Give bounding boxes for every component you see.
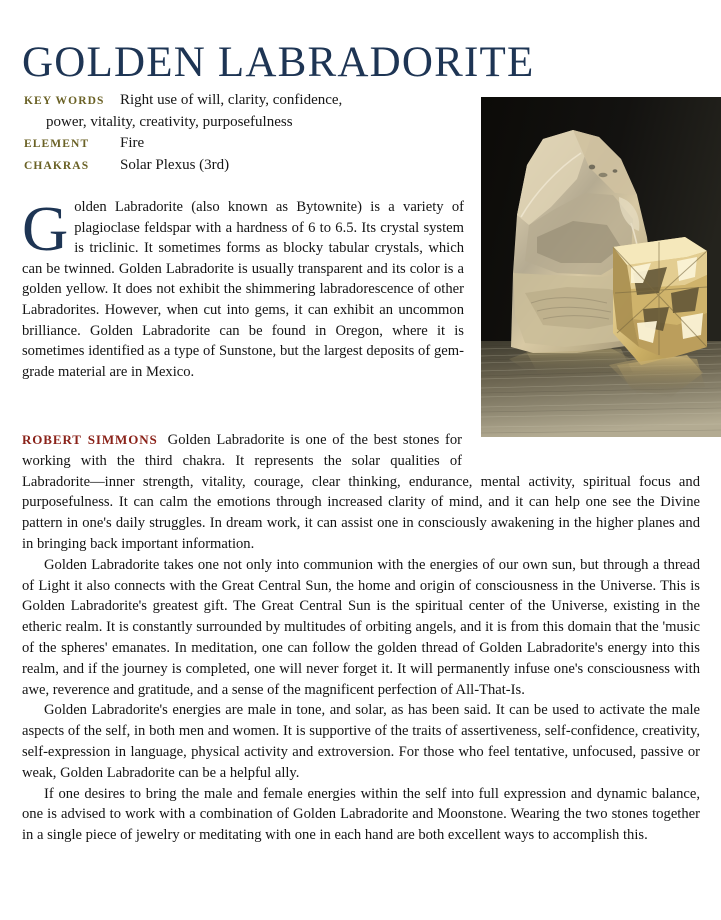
attribute-label-chakras: CHAKRAS	[24, 160, 90, 172]
attribute-row-chakras	[24, 155, 464, 176]
golden-labradorite-specimen-photo	[481, 97, 721, 437]
attribute-row-element	[24, 133, 464, 154]
intro-paragraph	[22, 193, 464, 382]
commentary-section	[22, 430, 700, 846]
commentary-author: ROBERT SIMMONS	[22, 432, 158, 447]
attribute-value-key-words: Right use of will, clarity, confidence,	[120, 92, 343, 108]
attribute-row-key-words	[24, 90, 464, 111]
commentary-paragraph-1	[22, 430, 700, 555]
attribute-label-key-words: KEY WORDS	[24, 95, 105, 107]
commentary-paragraph-4: If one desires to bring the male and female energies within the self into full expression and dynamic balance, one is advised to work with a combination of Golden Labradorite and Moonstone. Wearing the two stones together in a single piece of jewelry or meditating with one in each hand are both excellent ways to accomplish this.	[22, 785, 700, 844]
page-title: GOLDEN LABRADORITE	[22, 38, 535, 86]
commentary-paragraph-1-text: Golden Labradorite is one of the best stones for working with the third chakra. It represents the solar qualities of Labradorite—inner strength, vitality, courage, clear thinking, endurance, mental activity, spiritual focus and purposefulness. It can calm the emotions through increased clarity of mind, and it can help one see the Divine pattern in one's daily struggles. In dream work, it can assist one in consciously awakening in the higher planes and in bringing back important information.	[22, 432, 700, 552]
commentary-paragraph-3: Golden Labradorite's energies are male in tone, and solar, as has been said. It can be used to activate the male aspects of the self, in both men and women. It is supportive of the traits of assertiveness, self-confidence, creativity, self-expression in language, physical activity and extroversion. For those who feel tentative, unfocused, passive or weak, Golden Labradorite can be a helpful ally.	[22, 702, 700, 781]
photo-wrap-spacer	[462, 430, 700, 452]
attribute-value-element: Fire	[120, 135, 145, 151]
intro-text: olden Labradorite (also known as Bytownite) is a variety of plagioclase feldspar with a hardness of 6 to 6.5. Its crystal system is triclinic. It sometimes forms as blocky tabular crystals, which can be twinned. Golden Labradorite is usually transparent and its color is a golden yellow. It does not exhibit the shimmering labradorescence of other Labradorites. However, when cut into gems, it can exhibit an uncommon brilliance. Golden Labradorite can be found in Oregon, where it is sometimes identified as a type of Sunstone, but the largest deposits of gem-grade material are in Mexico.	[22, 199, 464, 380]
attribute-label-element: ELEMENT	[24, 138, 90, 150]
attribute-value-key-words-line2: power, vitality, creativity, purposefulness	[46, 114, 293, 130]
attributes-block	[24, 90, 464, 177]
attribute-value-chakras: Solar Plexus (3rd)	[120, 157, 230, 173]
drop-cap: G	[22, 193, 69, 264]
commentary-paragraph-2: Golden Labradorite takes one not only into communion with the energies of our own sun, but through a thread of Light it also connects with the Great Central Sun, the home and origin of consciousness in the Universe. This is Golden Labradorite's greatest gift. The Great Central Sun is the spiritual center of the Universe, existing in the etheric realm. It is constantly surrounded by multitudes of orbiting angels, and it is from this domain that the 'music of the spheres' emanates. In meditation, one can follow the golden thread of Golden Labradorite's energy into this realm, and if the journey is completed, one will never forget it. It will permanently infuse one's consciousness with awe, reverence and gratitude, and a sense of the magnificent perfection of All-That-Is.	[22, 556, 700, 698]
